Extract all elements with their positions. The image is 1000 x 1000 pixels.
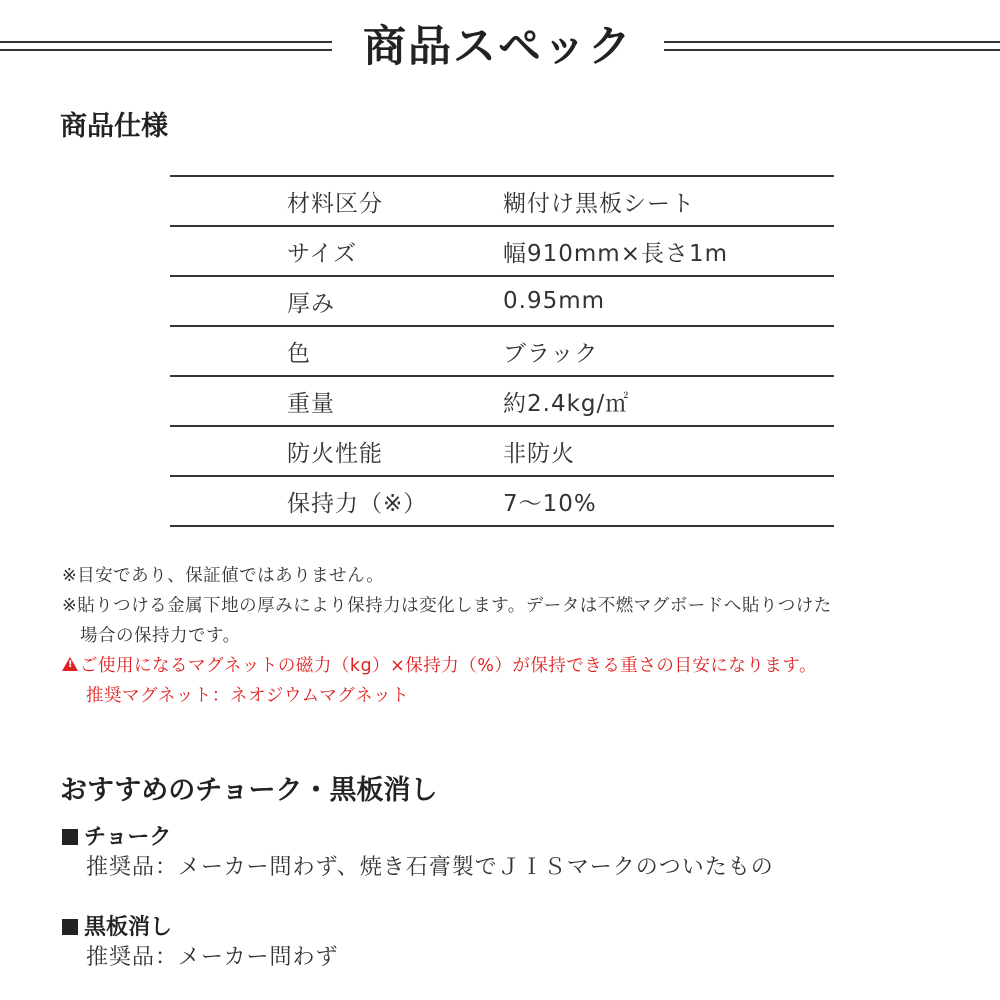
chalk-heading (62, 820, 171, 851)
title-rule-left (0, 41, 332, 51)
note-estimate: ※目安であり、保証値ではありません。 (62, 566, 385, 586)
table-row (170, 376, 834, 426)
title-rule-right (664, 41, 1000, 51)
black-square-icon (62, 919, 78, 935)
spec-key: 重量 (170, 376, 503, 426)
spec-value: 7〜10% (503, 476, 834, 526)
table-row (170, 276, 834, 326)
note-thickness-cont: 場合の保持力です。 (80, 626, 241, 646)
spec-value: 非防火 (503, 426, 834, 476)
chalk-recommend-text: 推奨品：メーカー問わず、焼き石膏製でＪＩＳマークのついたもの (86, 855, 774, 880)
spec-value: 約2.4kg/㎡ (503, 376, 834, 426)
warning-note (62, 651, 817, 681)
spec-key: 色 (170, 326, 503, 376)
warning-text: ご使用になるマグネットの磁力（kg）×保持力（%）が保持できる重さの目安になります。 (80, 656, 817, 676)
recommend-heading: おすすめのチョーク・黒板消し (60, 775, 438, 806)
note-thickness: ※貼りつける金属下地の厚みにより保持力は変化します。データは不燃マグボードへ貼りつけた (62, 596, 832, 616)
table-row (170, 426, 834, 476)
spec-key: 厚み (170, 276, 503, 326)
eraser-heading (62, 910, 172, 941)
spec-key: サイズ (170, 226, 503, 276)
spec-heading: 商品仕様 (60, 111, 168, 142)
page-title: 商品スペック (363, 22, 633, 72)
table-row (170, 176, 834, 226)
spec-key: 材料区分 (170, 176, 503, 226)
black-square-icon (62, 829, 78, 845)
eraser-heading-label: 黒板消し (84, 915, 173, 940)
spec-value: 幅910mm×長さ1m (503, 226, 834, 276)
chalk-heading-label: チョーク (84, 825, 172, 850)
spec-key: 保持力（※） (170, 476, 503, 526)
spec-key: 防火性能 (170, 426, 503, 476)
spec-value: ブラック (503, 326, 834, 376)
warning-triangle-icon (62, 657, 78, 671)
spec-table (170, 175, 834, 527)
warning-recommend-magnet: 推奨マグネット：ネオジウムマグネット (86, 686, 410, 706)
table-row (170, 226, 834, 276)
table-row (170, 326, 834, 376)
title-row (0, 14, 1000, 80)
table-row (170, 476, 834, 526)
spec-value: 糊付け黒板シート (503, 176, 834, 226)
spec-value: 0.95mm (503, 276, 834, 326)
eraser-recommend-text: 推奨品：メーカー問わず (86, 945, 339, 970)
